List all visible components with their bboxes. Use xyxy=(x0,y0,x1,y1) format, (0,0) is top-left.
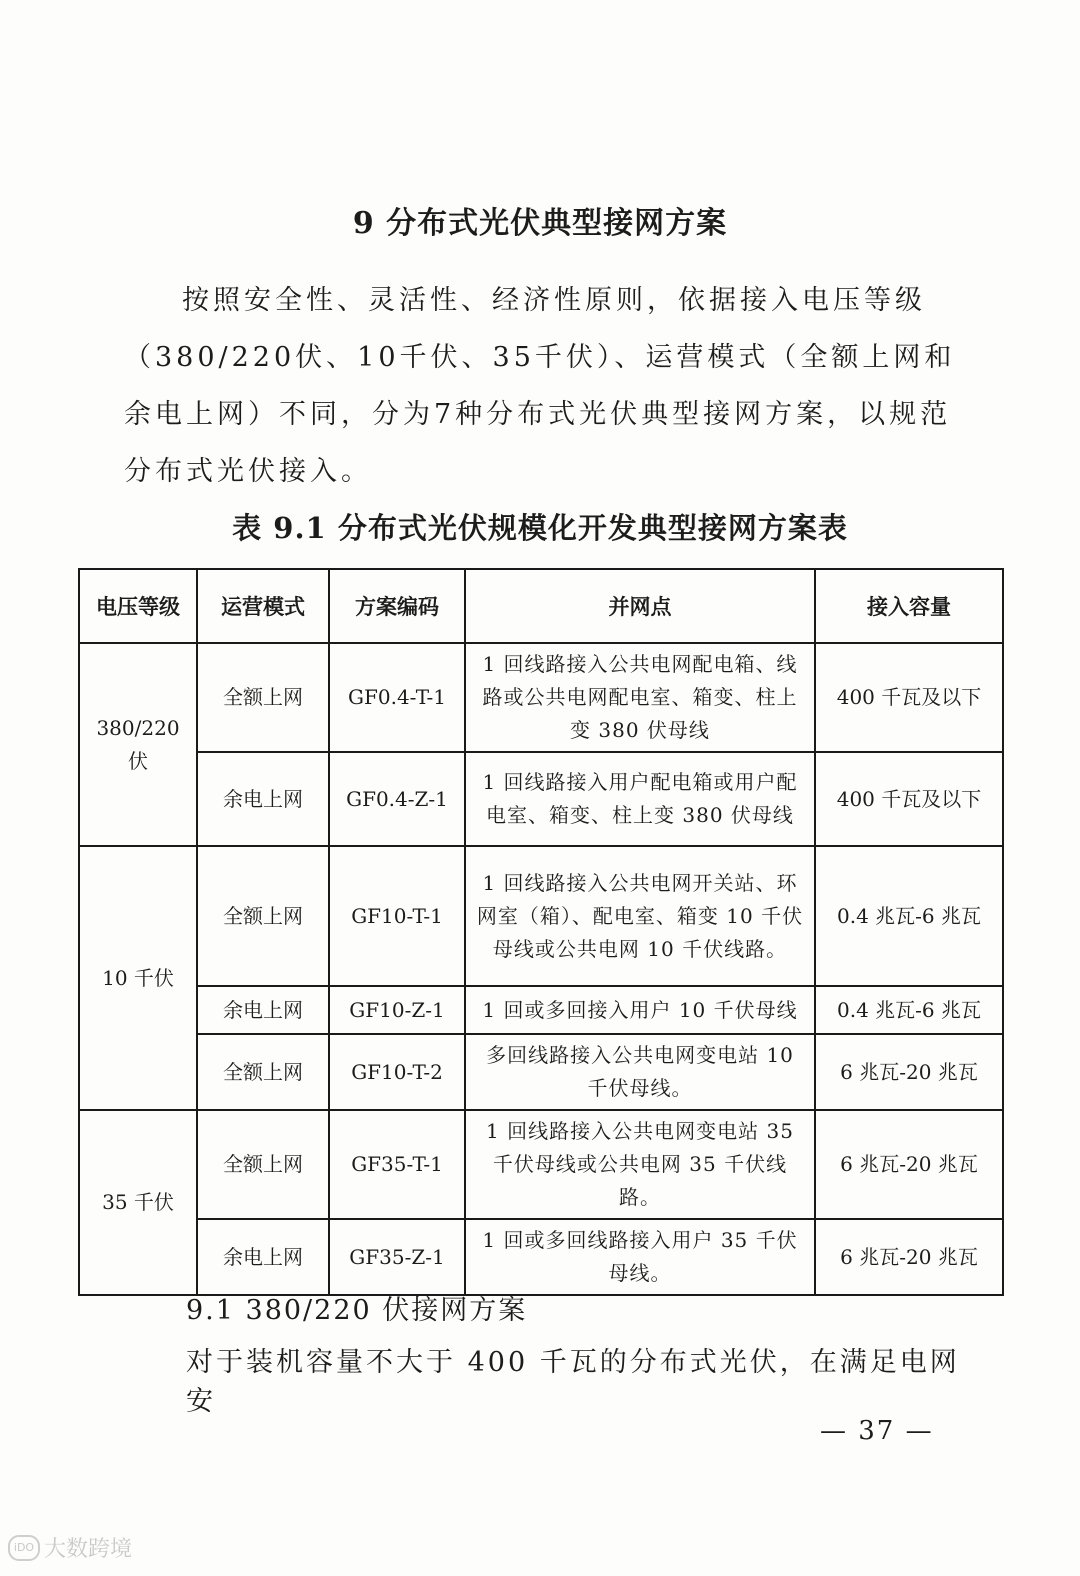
capacity-cell: 6 兆瓦-20 兆瓦 xyxy=(815,1219,1003,1295)
code-cell: GF35-Z-1 xyxy=(329,1219,465,1295)
page-number: — 37 — xyxy=(820,1416,934,1446)
voltage-cell: 35 千伏 xyxy=(79,1110,197,1295)
table-row xyxy=(79,846,1003,986)
header-capacity: 接入容量 xyxy=(815,569,1003,643)
point-cell: 1 回线路接入公共电网配电箱、线路或公共电网配电室、箱变、柱上变 380 伏母线 xyxy=(465,643,815,752)
header-voltage: 电压等级 xyxy=(79,569,197,643)
voltage-cell: 10 千伏 xyxy=(79,846,197,1110)
capacity-cell: 400 千瓦及以下 xyxy=(815,643,1003,752)
mode-cell: 余电上网 xyxy=(197,752,329,846)
watermark-text: 大数跨境 xyxy=(44,1537,133,1562)
point-cell: 1 回线路接入公共电网开关站、环网室（箱）、配电室、箱变 10 千伏母线或公共电网 10 千伏线路。 xyxy=(465,846,815,986)
capacity-cell: 6 兆瓦-20 兆瓦 xyxy=(815,1110,1003,1219)
capacity-cell: 6 兆瓦-20 兆瓦 xyxy=(815,1034,1003,1110)
code-cell: GF35-T-1 xyxy=(329,1110,465,1219)
point-cell: 1 回或多回接入用户 10 千伏母线 xyxy=(465,986,815,1034)
sub-heading: 9.1 380/220 伏接网方案 xyxy=(186,1295,528,1326)
closing-paragraph: 对于装机容量不大于 400 千瓦的分布式光伏，在满足电网安 xyxy=(186,1347,960,1417)
mode-cell: 全额上网 xyxy=(197,1034,329,1110)
point-cell: 1 回线路接入用户配电箱或用户配电室、箱变、柱上变 380 伏母线 xyxy=(465,752,815,846)
mode-cell: 全额上网 xyxy=(197,1110,329,1219)
mode-cell: 全额上网 xyxy=(197,846,329,986)
table-header-row xyxy=(79,569,1003,643)
code-cell: GF10-T-1 xyxy=(329,846,465,986)
header-code: 方案编码 xyxy=(329,569,465,643)
voltage-cell: 380/220 伏 xyxy=(79,643,197,846)
capacity-cell: 0.4 兆瓦-6 兆瓦 xyxy=(815,846,1003,986)
code-cell: GF10-T-2 xyxy=(329,1034,465,1110)
code-cell: GF0.4-T-1 xyxy=(329,643,465,752)
point-cell: 1 回线路接入公共电网变电站 35 千伏母线或公共电网 35 千伏线路。 xyxy=(465,1110,815,1219)
point-cell: 多回线路接入公共电网变电站 10 千伏母线。 xyxy=(465,1034,815,1110)
point-cell: 1 回或多回线路接入用户 35 千伏母线。 xyxy=(465,1219,815,1295)
intro-paragraph: 按照安全性、灵活性、经济性原则，依据接入电压等级（380/220伏、10千伏、35千伏）、运营模式（全额上网和余电上网）不同，分为7种分布式光伏典型接网方案，以规范分布式光伏接入。 xyxy=(124,285,956,487)
header-point: 并网点 xyxy=(465,569,815,643)
section-title: 9 分布式光伏典型接网方案 xyxy=(352,206,728,241)
table-row xyxy=(79,1110,1003,1219)
table-row xyxy=(79,1219,1003,1295)
table-row xyxy=(79,643,1003,752)
table-caption: 表 9.1 分布式光伏规模化开发典型接网方案表 xyxy=(232,511,848,545)
capacity-cell: 400 千瓦及以下 xyxy=(815,752,1003,846)
watermark xyxy=(8,1532,132,1563)
code-cell: GF10-Z-1 xyxy=(329,986,465,1034)
mode-cell: 余电上网 xyxy=(197,1219,329,1295)
header-mode: 运营模式 xyxy=(197,569,329,643)
capacity-cell: 0.4 兆瓦-6 兆瓦 xyxy=(815,986,1003,1034)
scheme-table xyxy=(78,568,1004,1296)
mode-cell: 余电上网 xyxy=(197,986,329,1034)
code-cell: GF0.4-Z-1 xyxy=(329,752,465,846)
mode-cell: 全额上网 xyxy=(197,643,329,752)
watermark-logo-icon: iDO xyxy=(8,1535,40,1561)
table-row xyxy=(79,752,1003,846)
table-row xyxy=(79,986,1003,1034)
table-row xyxy=(79,1034,1003,1110)
